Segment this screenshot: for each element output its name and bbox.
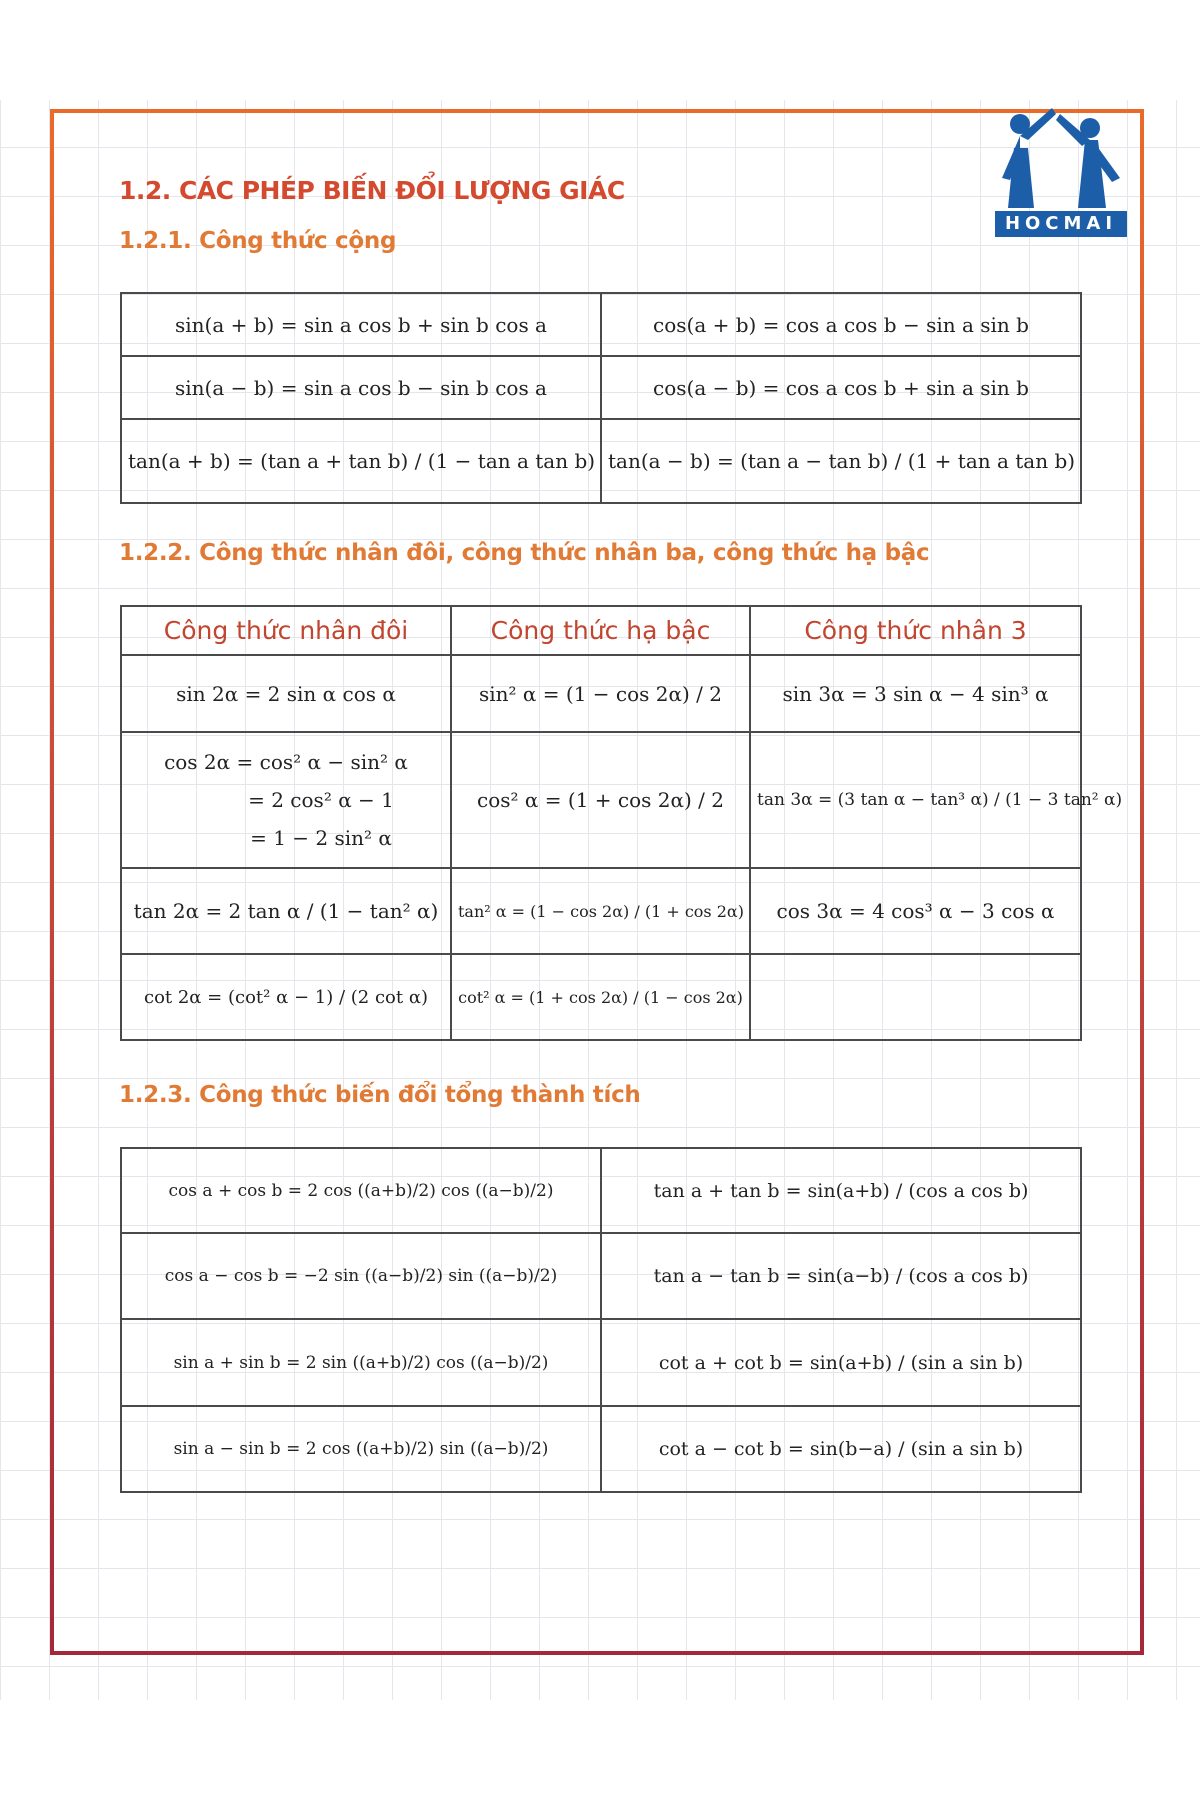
formula-cell: sin 2α = 2 sin α cos α	[121, 655, 451, 732]
section-title-sum-to-product: 1.2.3. Công thức biến đổi tổng thành tích	[119, 1082, 641, 1108]
section-title-addition: 1.2.1. Công thức cộng	[119, 228, 397, 254]
top-margin	[0, 0, 1200, 100]
formula-cell: tan(a − b) = (tan a − tan b) / (1 + tan a tan b)	[601, 419, 1081, 503]
formula-cell-empty	[750, 954, 1081, 1040]
formula-cell: tan² α = (1 − cos 2α) / (1 + cos 2α)	[451, 868, 750, 954]
formula-cell: cos(a − b) = cos a cos b + sin a sin b	[601, 356, 1081, 419]
formula-cell: cos 3α = 4 cos³ α − 3 cos α	[750, 868, 1081, 954]
page-title: 1.2. CÁC PHÉP BIẾN ĐỔI LƯỢNG GIÁC	[119, 176, 625, 205]
section-title-multiple-angle: 1.2.2. Công thức nhân đôi, công thức nhân ba, công thức hạ bậc	[119, 540, 930, 566]
formula-cell: tan 3α = (3 tan α − tan³ α) / (1 − 3 tan² α)	[750, 732, 1081, 868]
formula-cell: cos a + cos b = 2 cos ((a+b)/2) cos ((a−b)/2)	[121, 1148, 601, 1233]
cos2a-line-2: = 2 cos² α − 1	[248, 788, 394, 812]
formula-cell: tan(a + b) = (tan a + tan b) / (1 − tan a tan b)	[121, 419, 601, 503]
cos2a-line-3: = 1 − 2 sin² α	[250, 826, 392, 850]
formula-cell: cos a − cos b = −2 sin ((a−b)/2) sin ((a−b)/2)	[121, 1233, 601, 1319]
formula-cell-cos2a	[121, 732, 451, 868]
formula-cell: cos(a + b) = cos a cos b − sin a sin b	[601, 293, 1081, 356]
formula-cell: sin² α = (1 − cos 2α) / 2	[451, 655, 750, 732]
formula-cell: tan 2α = 2 tan α / (1 − tan² α)	[121, 868, 451, 954]
formula-cell: tan a + tan b = sin(a+b) / (cos a cos b)	[601, 1148, 1081, 1233]
column-header: Công thức nhân 3	[750, 606, 1081, 655]
formula-cell: cot 2α = (cot² α − 1) / (2 cot α)	[121, 954, 451, 1040]
addition-formula-table	[120, 292, 1082, 504]
cos2a-line-1: cos 2α = cos² α − sin² α	[164, 750, 408, 774]
sum-to-product-table	[120, 1147, 1082, 1493]
formula-cell: sin a − sin b = 2 cos ((a+b)/2) sin ((a−b)/2)	[121, 1406, 601, 1492]
formula-cell: cot a − cot b = sin(b−a) / (sin a sin b)	[601, 1406, 1081, 1492]
formula-cell: tan a − tan b = sin(a−b) / (cos a cos b)	[601, 1233, 1081, 1319]
formula-cell: cos² α = (1 + cos 2α) / 2	[451, 732, 750, 868]
formula-cell: sin(a + b) = sin a cos b + sin b cos a	[121, 293, 601, 356]
hocmai-logo-text: HOCMAI	[995, 211, 1127, 237]
formula-cell: sin(a − b) = sin a cos b − sin b cos a	[121, 356, 601, 419]
formula-cell: sin 3α = 3 sin α − 4 sin³ α	[750, 655, 1081, 732]
column-header: Công thức nhân đôi	[121, 606, 451, 655]
formula-cell: cot² α = (1 + cos 2α) / (1 − cos 2α)	[451, 954, 750, 1040]
formula-cell: sin a + sin b = 2 sin ((a+b)/2) cos ((a−b)/2)	[121, 1319, 601, 1406]
column-header: Công thức hạ bậc	[451, 606, 750, 655]
formula-cell: cot a + cot b = sin(a+b) / (sin a sin b)	[601, 1319, 1081, 1406]
multiple-angle-table	[120, 605, 1123, 1041]
bottom-margin	[0, 1700, 1200, 1800]
